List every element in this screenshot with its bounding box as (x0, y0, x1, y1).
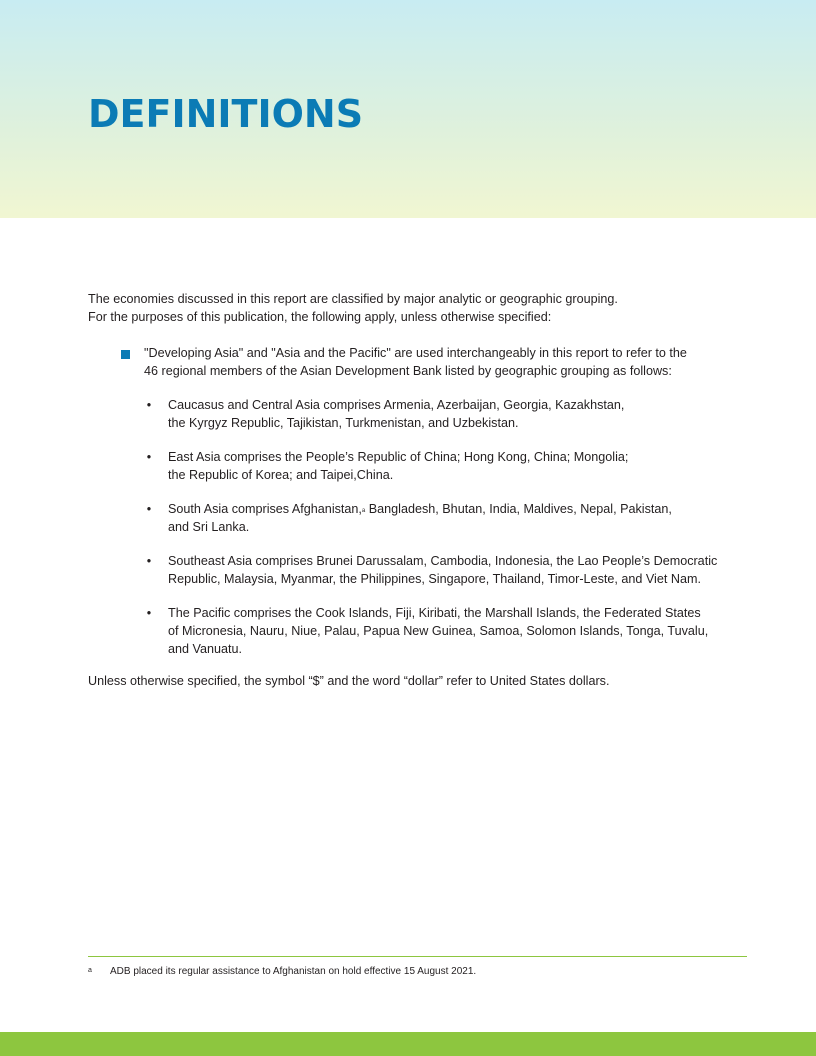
body-content (88, 290, 748, 690)
currency-note: Unless otherwise specified, the symbol “$” and the word “dollar” refer to United States dollars. (88, 674, 610, 688)
definition-item-developing-asia (88, 344, 748, 380)
region-item-east-asia (146, 448, 748, 484)
bullet-icon: • (146, 554, 152, 568)
region-line-1: East Asia comprises the People’s Republic of China; Hong Kong, China; Mongolia; (168, 450, 629, 464)
region-item-south-asia (146, 500, 748, 536)
definition-line-1: "Developing Asia" and "Asia and the Pacific" are used interchangeably in this report to refer to the (144, 346, 687, 360)
footnote-text: ADB placed its regular assistance to Afghanistan on hold effective 15 August 2021. (110, 966, 477, 977)
region-line-2: the Republic of Korea; and Taipei,China. (168, 468, 394, 482)
region-line-2: of Micronesia, Nauru, Niue, Palau, Papua New Guinea, Samoa, Solomon Islands, Tonga, Tuvalu, (168, 624, 709, 638)
definition-text (144, 344, 748, 380)
definition-line-2: 46 regional members of the Asian Development Bank listed by geographic grouping as follows: (144, 364, 672, 378)
footnote-marker: a (88, 967, 92, 974)
bullet-icon: • (146, 606, 152, 620)
square-bullet-icon (121, 350, 130, 359)
region-item-caucasus-central-asia (146, 396, 748, 432)
region-line-3: and Vanuatu. (168, 642, 242, 656)
bullet-icon: • (146, 398, 152, 412)
region-line-2: and Sri Lanka. (168, 520, 250, 534)
bullet-icon: • (146, 450, 152, 464)
region-line-1: Southeast Asia comprises Brunei Darussalam, Cambodia, Indonesia, the Lao People’s Democratic (168, 554, 718, 568)
region-line-2: the Kyrgyz Republic, Tajikistan, Turkmenistan, and Uzbekistan. (168, 416, 519, 430)
region-item-pacific (146, 604, 748, 658)
page-title: DEFINITIONS (88, 92, 364, 136)
region-line-2: Republic, Malaysia, Myanmar, the Philippines, Singapore, Thailand, Timor-Leste, and Viet Nam. (168, 572, 701, 586)
footnote-reference: a (361, 508, 366, 514)
intro-line-2: For the purposes of this publication, the following apply, unless otherwise specified: (88, 310, 552, 324)
region-line-1: Caucasus and Central Asia comprises Armenia, Azerbaijan, Georgia, Kazakhstan, (168, 398, 625, 412)
intro-line-1: The economies discussed in this report are classified by major analytic or geographic grouping. (88, 292, 618, 306)
region-item-southeast-asia (146, 552, 748, 588)
region-list (88, 396, 748, 658)
intro-paragraph (88, 290, 748, 326)
footnote-divider (88, 956, 747, 957)
bullet-icon: • (146, 502, 152, 516)
region-line-1-end: Bangladesh, Bhutan, India, Maldives, Nepal, Pakistan, (365, 502, 672, 516)
region-line-1-start: South Asia comprises Afghanistan, (168, 502, 362, 516)
region-line-1: The Pacific comprises the Cook Islands, Fiji, Kiribati, the Marshall Islands, the Federated States (168, 606, 701, 620)
footer-band (0, 1032, 816, 1056)
